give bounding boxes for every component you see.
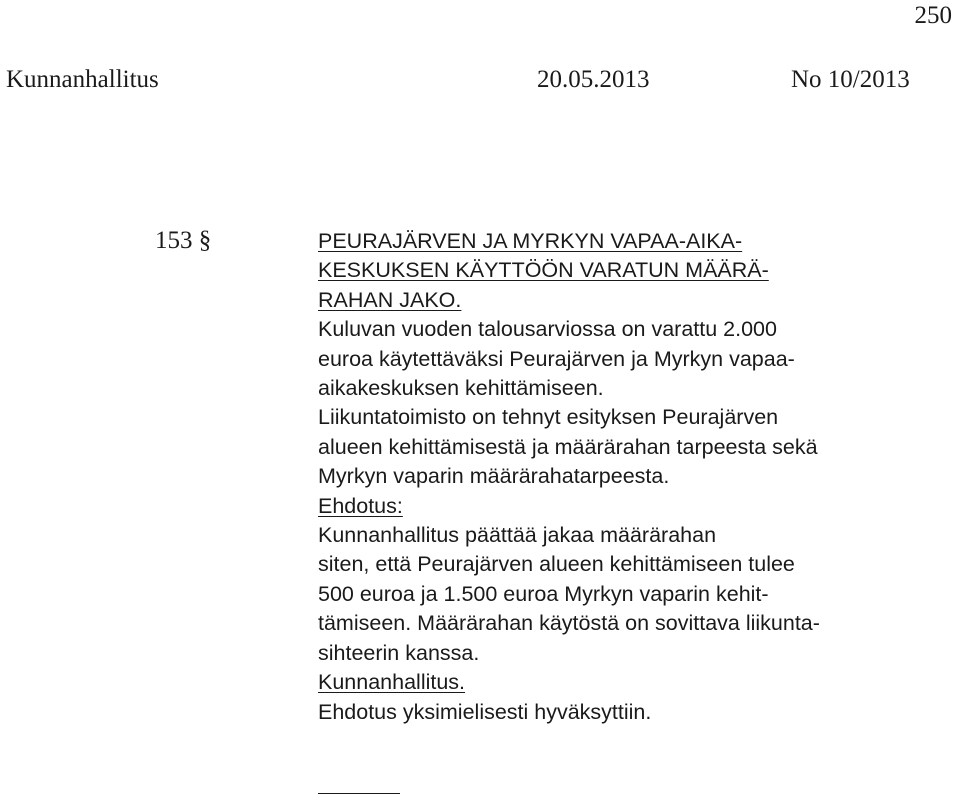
paragraph-line: Myrkyn vaparin määrärahatarpeesta. [318, 464, 670, 489]
paragraph-budget [318, 315, 918, 403]
proposal-line: sihteerin kanssa. [318, 640, 480, 665]
paragraph-line: Kuluvan vuoden talousarviossa on varattu 2.000 [318, 317, 777, 342]
proposal-line: Kunnanhallitus päättää jakaa määrärahan [318, 523, 717, 548]
proposal-line: 500 euroa ja 1.500 euroa Myrkyn vaparin kehit- [318, 581, 769, 606]
separator-line [318, 793, 400, 794]
proposal-line: tämiseen. Määrärahan käytöstä on sovittava liikunta- [318, 611, 820, 636]
paragraph-line: Liikuntatoimisto on tehnyt esityksen Peurajärven [318, 405, 779, 430]
paragraph-line: aikakeskuksen kehittämiseen. [318, 376, 604, 401]
section-heading [318, 227, 918, 315]
paragraph-line: alueen kehittämisestä ja määrärahan tarpeesta sekä [318, 434, 818, 459]
proposal-text [318, 521, 918, 668]
paragraph-line: euroa käytettäväksi Peurajärven ja Myrkyn vapaa- [318, 346, 795, 371]
section-body [318, 227, 918, 727]
paragraph-proposal-background [318, 403, 918, 491]
heading-line: PEURAJÄRVEN JA MYRKYN VAPAA-AIKA- [318, 229, 743, 253]
header-meeting-number: No 10/2013 [791, 66, 910, 93]
proposal-label: Ehdotus: [318, 493, 403, 518]
decision-text: Ehdotus yksimielisesti hyväksyttiin. [318, 699, 652, 724]
header-organization: Kunnanhallitus [6, 66, 159, 93]
heading-line: KESKUKSEN KÄYTTÖÖN VARATUN MÄÄRÄ- [318, 258, 769, 283]
header-date: 20.05.2013 [537, 66, 650, 93]
page-number: 250 [914, 2, 952, 29]
heading-line: RAHAN JAKO. [318, 287, 462, 312]
proposal-line: siten, että Peurajärven alueen kehittämiseen tulee [318, 552, 795, 577]
section-number: 153 § [155, 227, 212, 254]
decision-label: Kunnanhallitus. [318, 670, 466, 695]
